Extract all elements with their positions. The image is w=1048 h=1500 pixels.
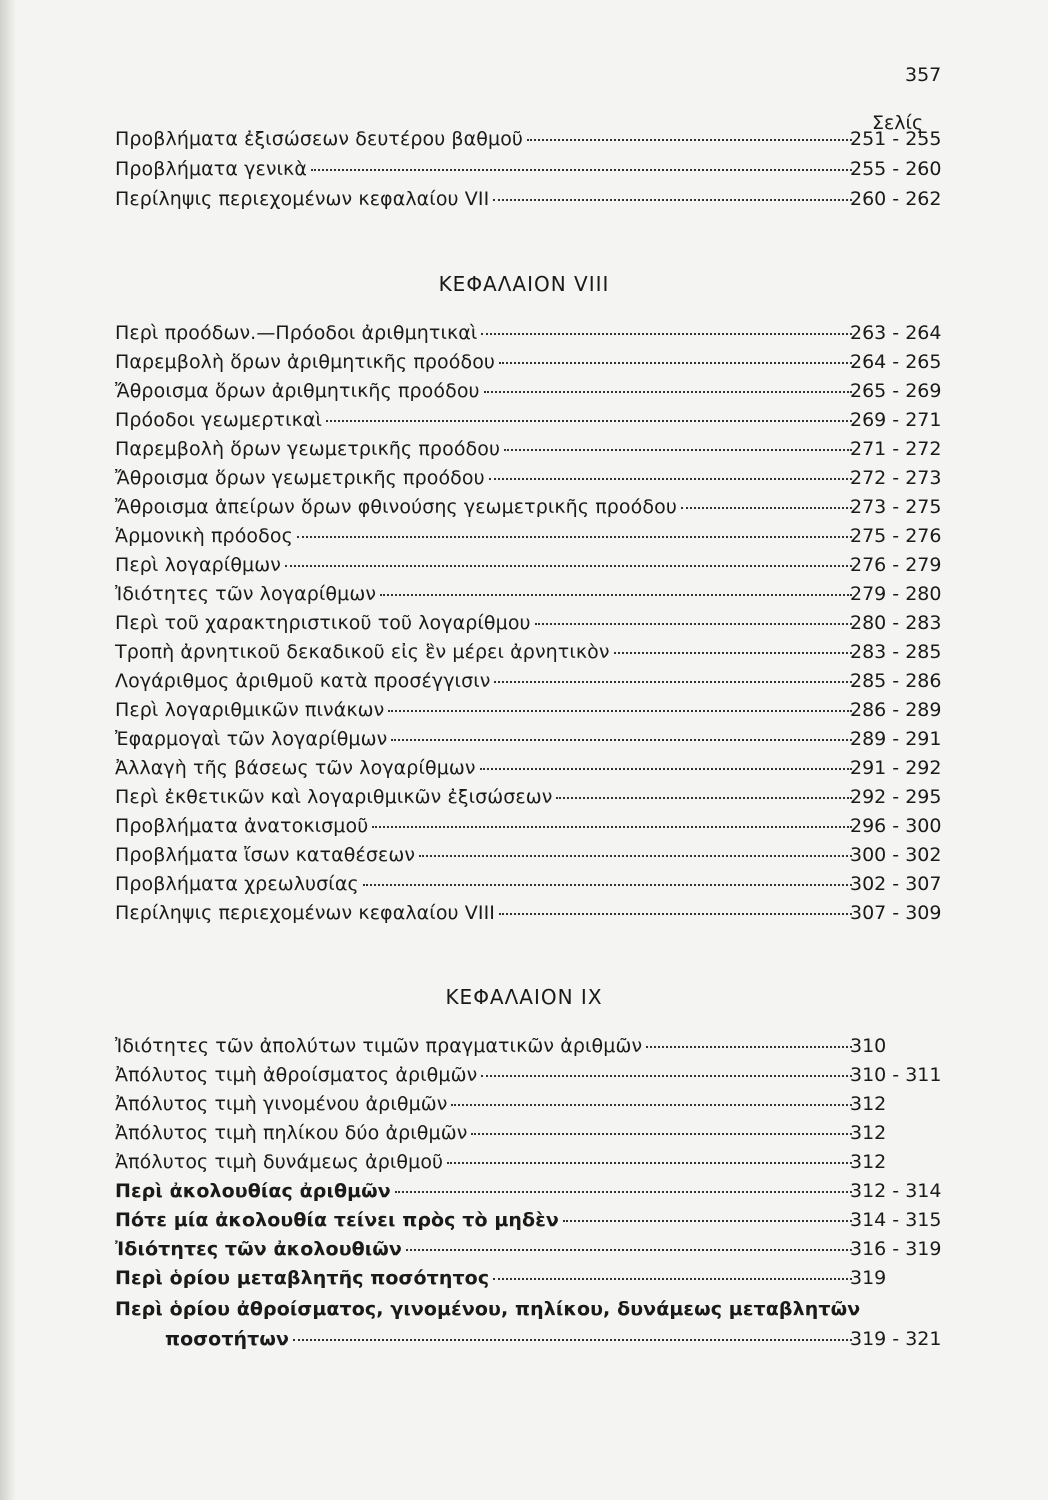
toc-entry-title: Ἄθροισμα ἀπείρων ὅρων φθινούσης γεωμετρικῆς προόδου <box>115 496 677 518</box>
leader-dots <box>493 199 852 201</box>
toc-entry <box>115 322 945 352</box>
leader-dots <box>556 797 852 799</box>
toc-entry-title: Περὶ ἀκολουθίας ἀριθμῶν <box>115 1180 391 1202</box>
toc-entry-title: Προβλήματα ἴσων καταθέσεων <box>115 844 416 866</box>
toc-entry-pages: 319 <box>850 1267 887 1289</box>
toc-entry <box>115 786 945 816</box>
toc-entry-title: Περίληψις περιεχομένων κεφαλαίου VII <box>115 188 490 210</box>
toc-entry <box>115 409 945 439</box>
toc-entry <box>115 612 945 642</box>
toc-entry-title: Τροπὴ ἀρνητικοῦ δεκαδικοῦ εἰς ἓν μέρει ἀρνητικὸν <box>115 641 610 663</box>
toc-entry-title: Ἀλλαγὴ τῆς βάσεως τῶν λογαρίθμων <box>115 757 476 779</box>
toc-entry-pages: 286 - 289 <box>850 699 942 721</box>
toc-entry-title: Ἀπόλυτος τιμὴ δυνάμεως ἀριθμοῦ <box>115 1151 444 1173</box>
leader-dots <box>451 1104 852 1106</box>
leader-dots <box>504 449 852 451</box>
toc-entry <box>115 815 945 845</box>
leader-dots <box>285 565 852 567</box>
page-number: 357 <box>905 64 942 86</box>
toc-entry-pages: 319 - 321 <box>850 1328 942 1350</box>
toc-entry <box>115 844 945 874</box>
toc-entry-pages: 276 - 279 <box>850 554 942 576</box>
chapter-heading: ΚΕΦΑΛΑΙΟΝ IX <box>445 985 603 1009</box>
toc-entry-pages: 312 <box>850 1151 887 1173</box>
toc-entry-pages: 307 - 309 <box>850 902 942 924</box>
toc-entry <box>115 128 945 158</box>
toc-entry <box>115 902 945 932</box>
toc-entry <box>115 1267 945 1297</box>
toc-entry-title: Προβλήματα ἐξισώσεων δευτέρου βαθμοῦ <box>115 128 524 150</box>
toc-entry-pages: 285 - 286 <box>850 670 942 692</box>
toc-entry <box>115 554 945 584</box>
leader-dots <box>311 169 852 171</box>
toc-entry-pages: 296 - 300 <box>850 815 942 837</box>
toc-entry-pages: 263 - 264 <box>850 322 942 344</box>
toc-entry-title: Ἰδιότητες τῶν ἀπολύτων τιμῶν πραγματικῶν ἀριθμῶν <box>115 1035 643 1057</box>
leader-dots <box>535 623 852 625</box>
leader-dots <box>419 855 852 857</box>
toc-entry-pages: 275 - 276 <box>850 525 942 547</box>
toc-entry <box>165 1328 945 1358</box>
toc-entry-pages: 279 - 280 <box>850 583 942 605</box>
toc-entry <box>115 1122 945 1152</box>
toc-entry-title: Λογάριθμος ἀριθμοῦ κατὰ προσέγγισιν <box>115 670 491 692</box>
toc-entry-title: Ἀπόλυτος τιμὴ ἀθροίσματος ἀριθμῶν <box>115 1064 478 1086</box>
page-edge-shadow <box>0 0 16 1500</box>
toc-entry-title: Περὶ λογαριθμικῶν πινάκων <box>115 699 385 721</box>
leader-dots <box>380 594 852 596</box>
toc-entry-title: Ἰδιότητες τῶν ἀκολουθιῶν <box>115 1238 402 1260</box>
toc-entry-pages: 280 - 283 <box>850 612 942 634</box>
leader-dots <box>646 1046 852 1048</box>
chapter-heading: ΚΕΦΑΛΑΙΟΝ VIII <box>438 272 610 296</box>
toc-entry <box>115 380 945 410</box>
pages-column-header: Σελίς <box>872 112 924 134</box>
leader-dots <box>681 507 852 509</box>
leader-dots <box>481 1075 852 1077</box>
toc-entry-pages: 310 <box>850 1035 887 1057</box>
leader-dots <box>372 826 852 828</box>
toc-entry-pages: 260 - 262 <box>850 188 942 210</box>
toc-entry <box>115 467 945 497</box>
toc-entry-title: Περὶ προόδων.—Πρόοδοι ἀριθμητικαὶ <box>115 322 478 344</box>
toc-entry-title: Ἐφαρμογαὶ τῶν λογαρίθμων <box>115 728 388 750</box>
toc-entry-title-line2: ποσοτήτων <box>165 1328 290 1350</box>
leader-dots <box>493 1278 852 1280</box>
toc-entry <box>115 1151 945 1181</box>
toc-entry-pages: 312 <box>850 1093 887 1115</box>
toc-entry <box>115 1180 945 1210</box>
toc-entry-title: Προβλήματα γενικὰ <box>115 158 307 180</box>
leader-dots <box>481 333 852 335</box>
leader-dots <box>293 1339 852 1341</box>
toc-entry-pages: 312 - 314 <box>850 1180 942 1202</box>
toc-entry <box>115 1238 945 1268</box>
toc-entry-pages: 271 - 272 <box>850 438 942 460</box>
toc-entry-pages: 251 - 255 <box>850 128 942 150</box>
toc-entry-title: Περὶ ἐκθετικῶν καὶ λογαριθμικῶν ἐξισώσεων <box>115 786 553 808</box>
toc-entry-title: Ἀπόλυτος τιμὴ γινομένου ἀριθμῶν <box>115 1093 448 1115</box>
leader-dots <box>614 652 852 654</box>
leader-dots <box>527 139 852 141</box>
toc-entry-pages: 314 - 315 <box>850 1209 942 1231</box>
toc-entry-pages: 302 - 307 <box>850 873 942 895</box>
leader-dots <box>484 391 852 393</box>
toc-entry-pages: 292 - 295 <box>850 786 942 808</box>
toc-entry <box>115 158 945 188</box>
toc-entry-title: Παρεμβολὴ ὅρων ἀριθμητικῆς προόδου <box>115 351 496 373</box>
toc-entry-title-line1: Περὶ ὁρίου ἀθροίσματος, γινομένου, πηλίκου, δυνάμεως μεταβλητῶν <box>115 1298 861 1320</box>
toc-entry-pages: 269 - 271 <box>850 409 942 431</box>
leader-dots <box>326 420 852 422</box>
toc-entry <box>115 873 945 903</box>
toc-entry <box>115 1298 945 1328</box>
leader-dots <box>406 1249 852 1251</box>
toc-entry-pages: 265 - 269 <box>850 380 942 402</box>
toc-entry <box>115 1064 945 1094</box>
toc-entry-title: Πρόοδοι γεωμερτικαὶ <box>115 409 323 431</box>
toc-entry-pages: 291 - 292 <box>850 757 942 779</box>
leader-dots <box>471 1133 852 1135</box>
toc-entry-pages: 312 <box>850 1122 887 1144</box>
leader-dots <box>480 768 852 770</box>
toc-entry <box>115 1209 945 1239</box>
leader-dots <box>447 1162 852 1164</box>
toc-entry-title: Ἀπόλυτος τιμὴ πηλίκου δύο ἀριθμῶν <box>115 1122 468 1144</box>
toc-entry-pages: 283 - 285 <box>850 641 942 663</box>
toc-entry-title: Παρεμβολὴ ὅρων γεωμετρικῆς προόδου <box>115 438 501 460</box>
toc-entry-pages: 316 - 319 <box>850 1238 942 1260</box>
toc-entry <box>115 438 945 468</box>
toc-entry <box>115 1093 945 1123</box>
toc-entry <box>115 670 945 700</box>
toc-entry-title: Περὶ τοῦ χαρακτηριστικοῦ τοῦ λογαρίθμου <box>115 612 531 634</box>
leader-dots <box>391 739 852 741</box>
toc-entry-pages: 273 - 275 <box>850 496 942 518</box>
toc-entry <box>115 583 945 613</box>
toc-entry-title: Προβλήματα χρεωλυσίας <box>115 873 359 895</box>
toc-entry <box>115 188 945 218</box>
toc-entry-title: Περίληψις περιεχομένων κεφαλαίου VIII <box>115 902 495 924</box>
toc-entry-pages: 264 - 265 <box>850 351 942 373</box>
toc-entry-title: Προβλήματα ἀνατοκισμοῦ <box>115 815 369 837</box>
toc-entry-title: Ἁρμονικὴ πρόοδος <box>115 525 293 547</box>
toc-entry <box>115 641 945 671</box>
toc-entry-title: Ἄθροισμα ὅρων γεωμετρικῆς προόδου <box>115 467 485 489</box>
toc-entry <box>115 757 945 787</box>
toc-entry-title: Ἄθροισμα ὅρων ἀριθμητικῆς προόδου <box>115 380 480 402</box>
leader-dots <box>363 884 852 886</box>
leader-dots <box>388 710 852 712</box>
toc-entry <box>115 1035 945 1065</box>
toc-entry-pages: 289 - 291 <box>850 728 942 750</box>
toc-entry <box>115 699 945 729</box>
toc-entry <box>115 525 945 555</box>
leader-dots <box>499 913 852 915</box>
toc-entry-title: Περὶ λογαρίθμων <box>115 554 281 576</box>
leader-dots <box>494 681 852 683</box>
leader-dots <box>563 1220 852 1222</box>
toc-entry <box>115 496 945 526</box>
toc-entry-title: Πότε μία ἀκολουθία τείνει πρὸς τὸ μηδὲν <box>115 1209 559 1231</box>
leader-dots <box>499 362 852 364</box>
toc-entry-title: Περὶ ὁρίου μεταβλητῆς ποσότητος <box>115 1267 490 1289</box>
toc-entry-pages: 255 - 260 <box>850 158 942 180</box>
toc-entry-pages: 272 - 273 <box>850 467 942 489</box>
leader-dots <box>297 536 852 538</box>
toc-entry <box>115 351 945 381</box>
toc-entry-pages: 310 - 311 <box>850 1064 942 1086</box>
toc-entry <box>115 728 945 758</box>
leader-dots <box>489 478 852 480</box>
leader-dots <box>395 1191 852 1193</box>
toc-entry-pages: 300 - 302 <box>850 844 942 866</box>
toc-entry-title: Ἰδιότητες τῶν λογαρίθμων <box>115 583 377 605</box>
